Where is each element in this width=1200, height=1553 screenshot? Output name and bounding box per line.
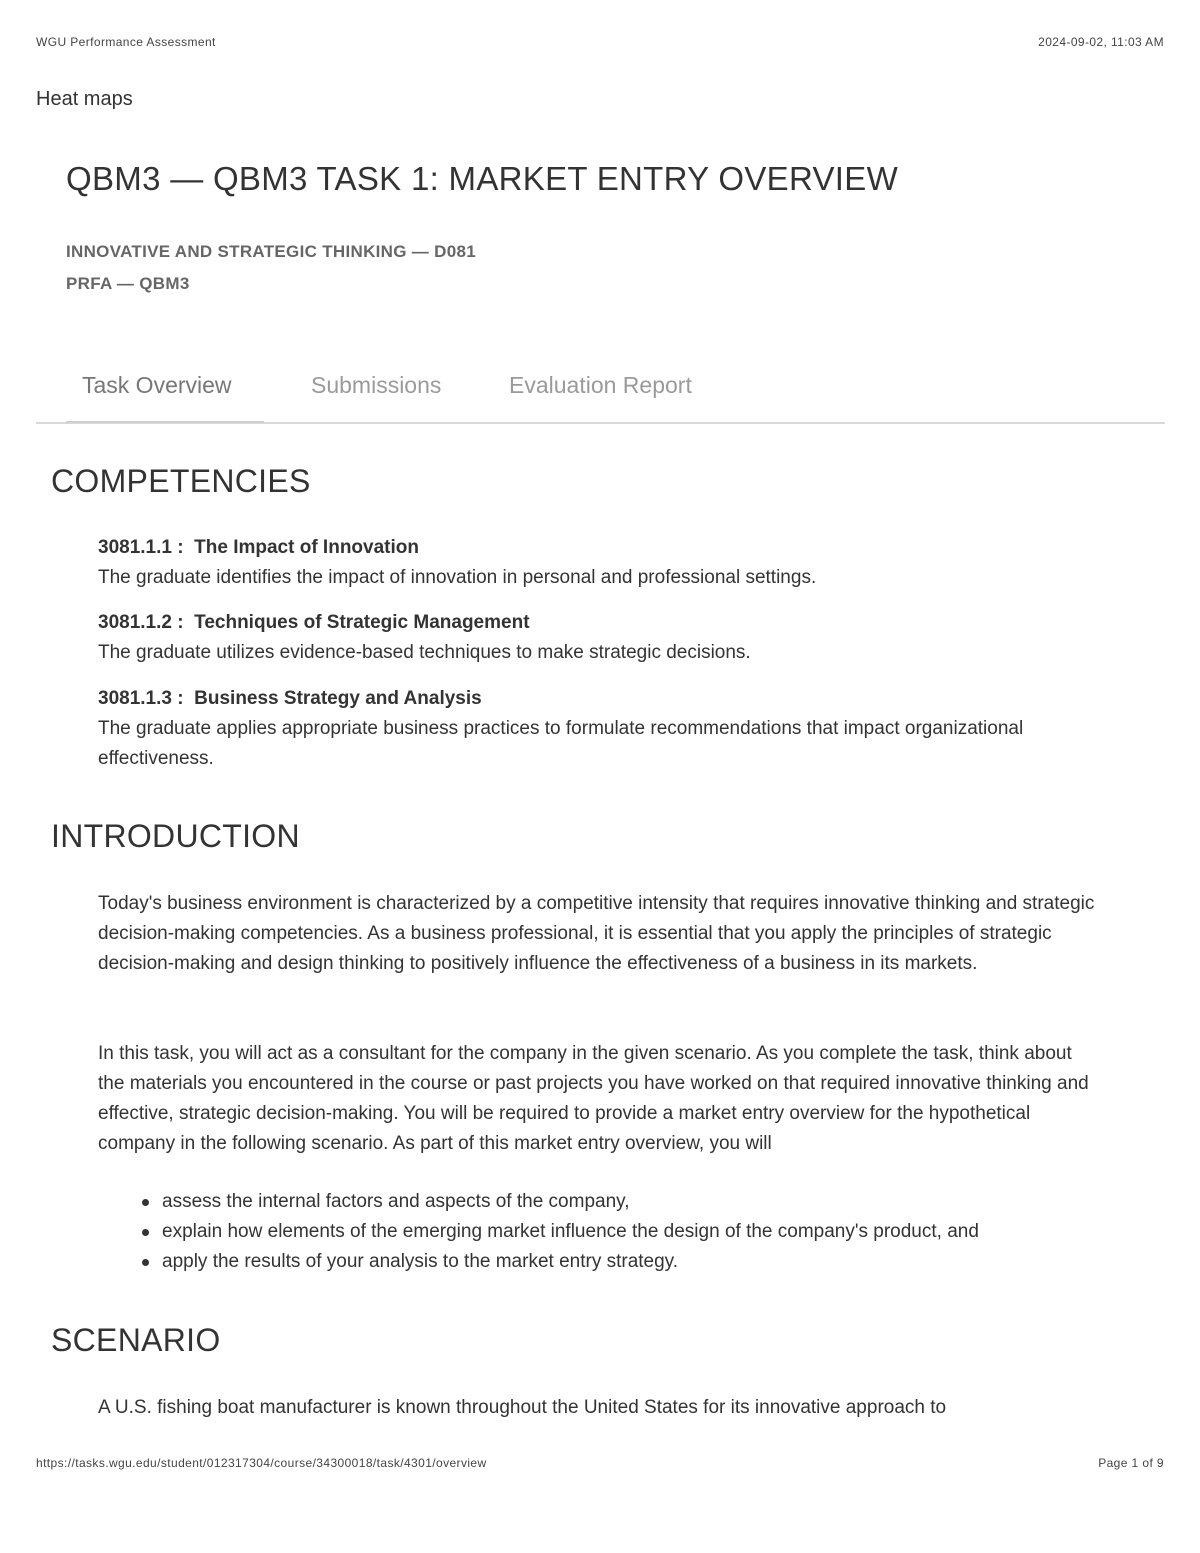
course-name: INNOVATIVE AND STRATEGIC THINKING — D081 [66, 242, 476, 261]
competency-code: 3081.1.1 : [98, 537, 184, 558]
competency-code: 3081.1.2 : [98, 612, 184, 633]
competency-title: Techniques of Strategic Management [194, 612, 530, 633]
competency-title: The Impact of Innovation [194, 537, 419, 558]
competency-description: The graduate applies appropriate business practices to formulate recommendations that impact organizational effectiveness. [98, 718, 1024, 769]
section-label: Heat maps [36, 88, 133, 110]
competency-description: The graduate utilizes evidence-based techniques to make strategic decisions. [98, 642, 751, 663]
print-header [36, 35, 1164, 49]
tab-evaluation-report[interactable]: Evaluation Report [509, 372, 692, 398]
competencies-heading: COMPETENCIES [51, 463, 311, 499]
tab-submissions[interactable]: Submissions [311, 372, 442, 398]
competency-title-line [98, 533, 1098, 563]
course-code: PRFA — QBM3 [66, 274, 190, 293]
competency-description: The graduate identifies the impact of innovation in personal and professional settings. [98, 567, 817, 588]
competency-item [98, 608, 1098, 668]
active-tab-indicator [66, 421, 264, 423]
page-number: Page 1 of 9 [1098, 1456, 1164, 1470]
page-title: QBM3 — QBM3 TASK 1: MARKET ENTRY OVERVIEW [66, 160, 899, 197]
competency-title-line [98, 608, 1098, 638]
page-url: https://tasks.wgu.edu/student/012317304/course/34300018/task/4301/overview [36, 1456, 487, 1470]
list-item: apply the results of your analysis to the market entry strategy. [162, 1247, 979, 1277]
competency-title-line [98, 684, 1098, 714]
scenario-paragraph: A U.S. fishing boat manufacturer is known throughout the United States for its innovative approach to [98, 1397, 947, 1418]
competency-title: Business Strategy and Analysis [194, 688, 482, 709]
introduction-heading: INTRODUCTION [51, 818, 300, 854]
print-header-timestamp: 2024-09-02, 11:03 AM [1038, 35, 1164, 49]
competency-item [98, 684, 1098, 774]
competency-code: 3081.1.3 : [98, 688, 184, 709]
list-item: assess the internal factors and aspects of the company, [162, 1187, 979, 1217]
list-item: explain how elements of the emerging market influence the design of the company's product, and [162, 1217, 979, 1247]
introduction-bullet-list [162, 1187, 979, 1277]
introduction-paragraph-1: Today's business environment is characterized by a competitive intensity that requires innovative thinking and strategic decision-making competencies. As a business professional, it is essential that you apply the principles of strategic decision-making and design thinking to positively influence the effectiveness of a business in its markets. [98, 893, 1095, 974]
competency-item [98, 533, 1098, 593]
introduction-paragraph-2: In this task, you will act as a consultant for the company in the given scenario. As you complete the task, think about the materials you encountered in the course or past projects you have worked on that required innovative thinking and effective, strategic decision-making. You will be required to provide a market entry overview for the hypothetical company in the following scenario. As part of this market entry overview, you will [98, 1043, 1089, 1154]
print-header-title: WGU Performance Assessment [36, 35, 216, 49]
tab-bar [36, 360, 1165, 424]
scenario-heading: SCENARIO [51, 1322, 221, 1358]
print-footer [36, 1456, 1164, 1470]
tab-task-overview[interactable]: Task Overview [82, 372, 232, 398]
